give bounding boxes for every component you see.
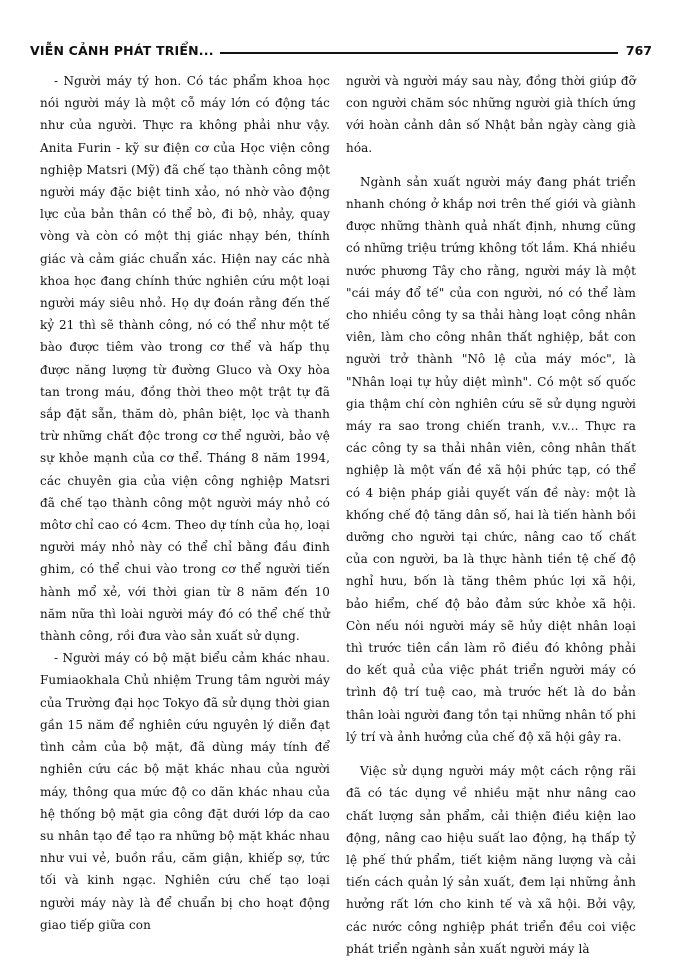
paragraph-expressive-faces: - Người máy có bộ mặt biểu cảm khác nhau. Fumiaokhala Chủ nhiệm Trung tâm người máy của Trường đại học Tokyo đã sử dụng thời gian gần 15 năm để nghiên cứu nguyên lý diễn đạt tình cảm của bộ mặt, đã dùng máy tính để nghiên cứu các bộ mặt khác nhau của người máy, thông qua mức độ co dãn khác nhau của hệ thống bộ mặt gia công đặt dưới lớp da cao su nhân tạo để tạo ra những bộ mặt khác nhau như vui vẻ, buồn rầu, căm giận, khiếp sợ, tức tối và kinh ngạc. Nghiên cứu chế tạo loại người máy này là để chuẩn bị cho hoạt động giao tiếp giữa con: [40, 651, 331, 932]
paragraph-continuation: người và người máy sau này, đồng thời giúp đỡ con người chăm sóc những người già thích ứng với hoàn cảnh dân số Nhật bản ngày càng già hóa.: [346, 74, 636, 155]
left-column: [40, 70, 330, 936]
header-rule: [220, 52, 618, 54]
running-title: VIỄN CẢNH PHÁT TRIỂN...: [30, 43, 214, 58]
paragraph-benefits: Việc sử dụng người máy một cách rộng rãi đã có tác dụng về nhiều mặt như nâng cao chất lượng sản phẩm, cải thiện điều kiện lao động, nâng cao hiệu suất lao động, hạ thấp tỷ lệ phế thứ phẩm, tiết kiệm năng lượng và cải tiến cách quản lý sản xuất, đem lại những ảnh hưởng rất lớn cho kinh tế và xã hội. Bởi vậy, các nước công nghiệp phát triển đều coi việc phát triển ngành sản xuất người máy là: [346, 764, 636, 956]
page-number: 767: [625, 43, 652, 58]
right-column: [346, 70, 636, 960]
paragraph-industry-concerns: Ngành sản xuất người máy đang phát triển nhanh chóng ở khắp nơi trên thế giới và giành được những thành quả nhất định, nhưng cũng có những triệu trứng không tốt lắm. Khá nhiều nước phương Tây cho rằng, người máy là một "cái máy đổ tế" của con người, nó có thể làm cho nhiều công ty sa thải hàng loạt công nhân viên, làm cho công nhân thất nghiệp, bắt con người trở thành "Nô lệ của máy móc", là "Nhân loại tự hủy diệt mình". Có một số quốc gia thậm chí còn nghiên cứu sẽ sử dụng người máy ra sao trong chiến tranh, v.v... Thực ra các công ty sa thải nhân viên, công nhân thất nghiệp là một vấn đề xã hội phức tạp, có thể có 4 biện pháp giải quyết vấn đề này: một là khống chế độ tăng dân số, hai là tiến hành bồi dưỡng cho người tại chức, nâng cao tố chất của con người, ba là thực hành tiền tệ chế độ nghỉ hưu, bốn là tăng thêm phúc lợi xã hội, bảo hiểm, chế độ bảo đảm sức khỏe xã hội. Còn nếu nói người máy sẽ hủy diệt nhân loại thì trước tiên cần làm rõ điều đó không phải do kết quả của việc phát triển người máy có trình độ trí tuệ cao, mà trước hết là do bản thân loài người đang tồn tại những nhân tố phi lý trí và ảnh hưởng của chế độ xã hội gây ra.: [346, 174, 636, 744]
paragraph-micro-robots: - Người máy tý hon. Có tác phẩm khoa học nói người máy là một cỗ máy lớn có động tác như của người. Thực ra không phải như vậy. Anita Furin - kỹ sư điện cơ của Học viện công nghiệp Matsri (Mỹ) đã chế tạo thành công một người máy đặc biệt tinh xảo, nó nhờ vào động lực của bản thân có thể bò, đi bộ, nhảy, quay vòng và còn có một thị giác nhạy bén, thính giác và cảm giác chuẩn xác. Hiện nay các nhà khoa học đang chính thức nghiên cứu một loại người máy siêu nhỏ. Họ dự đoán rằng đến thế kỷ 21 thì sẽ thành công, nó có thể như một tế bào được tiêm vào trong cơ thể và hấp thụ được năng lượng từ đường Gluco và Oxy hòa tan trong máu, đồng thời theo một trật tự đã sắp đặt sẵn, thăm dò, phân biệt, lọc và thanh trừ những chất độc trong cơ thể người, bảo vệ sự khỏe mạnh của cơ thể. Tháng 8 năm 1994, các chuyên gia của viện công nghiệp Matsri đã chế tạo thành công một người máy nhỏ có môtơ chỉ cao có 4cm. Theo dự tính của họ, loại người máy nhỏ này có thể chỉ bằng đầu đinh ghim, có thể chui vào trong cơ thể người tiến hành mổ xẻ, với thời gian từ 8 năm đến 10 năm nữa thì loài người máy đó có thể chế thử thành công, rồi đưa vào sản xuất sử dụng.: [40, 74, 330, 644]
running-header: [30, 36, 652, 58]
